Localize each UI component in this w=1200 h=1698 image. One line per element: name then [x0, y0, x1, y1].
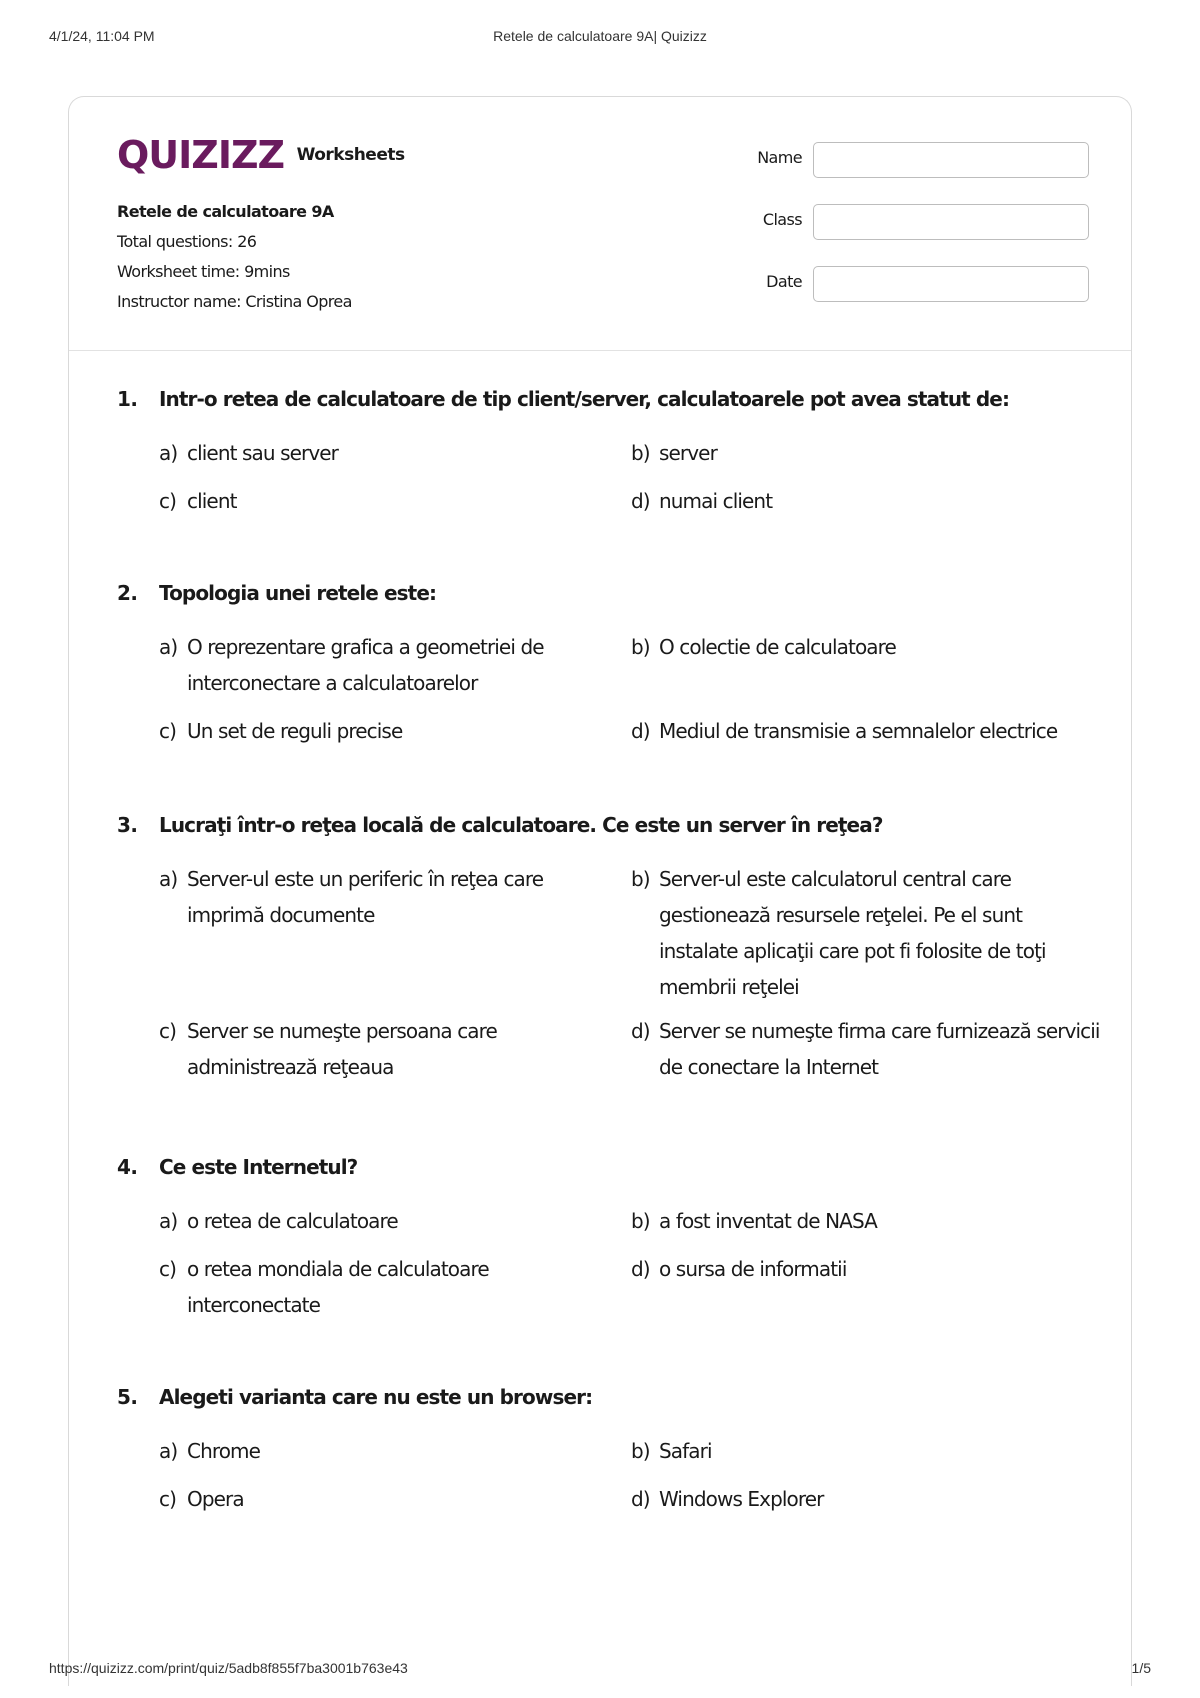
answer-option — [159, 1481, 579, 1517]
option-text: O colectie de calculatoare — [659, 635, 896, 659]
option-text: Chrome — [187, 1439, 261, 1463]
option-text: Un set de reguli precise — [187, 719, 403, 743]
date-label: Date — [766, 272, 802, 291]
option-text: Server se numeşte firma care furnizează servicii de conectare la Internet — [659, 1019, 1100, 1079]
option-letter: a) — [159, 1209, 178, 1233]
question-number: 5. — [117, 1385, 138, 1409]
option-letter: c) — [159, 489, 176, 513]
print-page-title: Retele de calculatoare 9A| Quizizz — [493, 28, 707, 44]
print-footer — [0, 1660, 1200, 1680]
question-text: Intr-o retea de calculatoare de tip client/server, calculatoarele pot avea statut de: — [159, 387, 1010, 411]
answer-option — [631, 861, 1101, 1005]
option-letter: b) — [631, 1209, 650, 1233]
option-text: server — [659, 441, 717, 465]
question-number: 4. — [117, 1155, 138, 1179]
brand — [117, 133, 405, 177]
answer-option — [159, 483, 579, 519]
answer-option — [631, 1013, 1101, 1085]
option-letter: a) — [159, 635, 178, 659]
student-fields — [739, 142, 1089, 328]
option-letter: d) — [631, 1487, 650, 1511]
answer-option — [159, 861, 579, 933]
option-text: Mediul de transmisie a semnalelor electrice — [659, 719, 1058, 743]
total-questions: Total questions: 26 — [117, 232, 257, 251]
option-text: o retea mondiala de calculatoare interconectate — [187, 1257, 489, 1317]
option-letter: c) — [159, 719, 176, 743]
answer-option — [631, 435, 1101, 471]
question-number: 1. — [117, 387, 138, 411]
worksheet-title: Retele de calculatoare 9A — [117, 202, 334, 221]
answer-option — [631, 1203, 1101, 1239]
option-letter: b) — [631, 867, 650, 891]
option-letter: a) — [159, 867, 178, 891]
question-number: 3. — [117, 813, 138, 837]
option-text: a fost inventat de NASA — [659, 1209, 877, 1233]
answer-option — [159, 1433, 579, 1469]
worksheet-header — [69, 97, 1131, 351]
option-text: O reprezentare grafica a geometriei de interconectare a calculatoarelor — [187, 635, 544, 695]
option-letter: d) — [631, 1019, 650, 1043]
option-text: o retea de calculatoare — [187, 1209, 398, 1233]
option-text: Server-ul este calculatorul central care gestionează resursele reţelei. Pe el sunt instalate aplicaţii care pot fi folosite de toţi membrii reţelei — [659, 867, 1046, 999]
date-field-row — [739, 266, 1089, 328]
option-letter: c) — [159, 1019, 176, 1043]
brand-subtitle: Worksheets — [296, 145, 405, 165]
answer-option — [631, 483, 1101, 519]
option-letter: d) — [631, 1257, 650, 1281]
option-text: client — [187, 489, 237, 513]
option-text: Opera — [187, 1487, 244, 1511]
option-letter: b) — [631, 635, 650, 659]
answer-option — [159, 1203, 579, 1239]
option-text: Server se numeşte persoana care administrează reţeaua — [187, 1019, 497, 1079]
answer-option — [631, 629, 1101, 665]
class-input[interactable] — [813, 204, 1089, 240]
option-letter: d) — [631, 719, 650, 743]
option-text: Windows Explorer — [659, 1487, 824, 1511]
question-text: Alegeti varianta care nu este un browser: — [159, 1385, 593, 1409]
name-label: Name — [757, 148, 802, 167]
instructor-name: Instructor name: Cristina Oprea — [117, 292, 352, 311]
name-field-row — [739, 142, 1089, 204]
question-text: Lucraţi într-o reţea locală de calculatoare. Ce este un server în reţea? — [159, 813, 883, 837]
option-letter: c) — [159, 1257, 176, 1281]
answer-option — [631, 1251, 1101, 1287]
answer-option — [631, 713, 1101, 749]
option-text: Safari — [659, 1439, 712, 1463]
option-text: client sau server — [187, 441, 339, 465]
option-letter: a) — [159, 441, 178, 465]
date-input[interactable] — [813, 266, 1089, 302]
question-text: Ce este Internetul? — [159, 1155, 358, 1179]
answer-option — [159, 713, 579, 749]
option-text: Server-ul este un periferic în reţea care imprimă documente — [187, 867, 544, 927]
option-letter: d) — [631, 489, 650, 513]
print-page-number: 1/5 — [1131, 1660, 1151, 1676]
class-field-row — [739, 204, 1089, 266]
option-letter: b) — [631, 441, 650, 465]
question-text: Topologia unei retele este: — [159, 581, 437, 605]
class-label: Class — [762, 210, 802, 229]
answer-option — [631, 1481, 1101, 1517]
worksheet-time: Worksheet time: 9mins — [117, 262, 290, 281]
option-text: o sursa de informatii — [659, 1257, 847, 1281]
answer-option — [159, 435, 579, 471]
option-letter: c) — [159, 1487, 176, 1511]
answer-option — [159, 1251, 579, 1323]
name-input[interactable] — [813, 142, 1089, 178]
worksheet-meta — [117, 197, 352, 317]
print-header — [0, 28, 1200, 48]
option-letter: b) — [631, 1439, 650, 1463]
option-letter: a) — [159, 1439, 178, 1463]
answer-option — [159, 629, 579, 701]
answer-option — [159, 1013, 579, 1085]
option-text: numai client — [659, 489, 773, 513]
question-number: 2. — [117, 581, 138, 605]
quizizz-logo: QUIZIZZ — [117, 133, 285, 177]
print-datetime: 4/1/24, 11:04 PM — [49, 28, 155, 44]
print-url: https://quizizz.com/print/quiz/5adb8f855f7ba3001b763e43 — [49, 1660, 408, 1676]
worksheet — [68, 96, 1132, 1686]
answer-option — [631, 1433, 1101, 1469]
